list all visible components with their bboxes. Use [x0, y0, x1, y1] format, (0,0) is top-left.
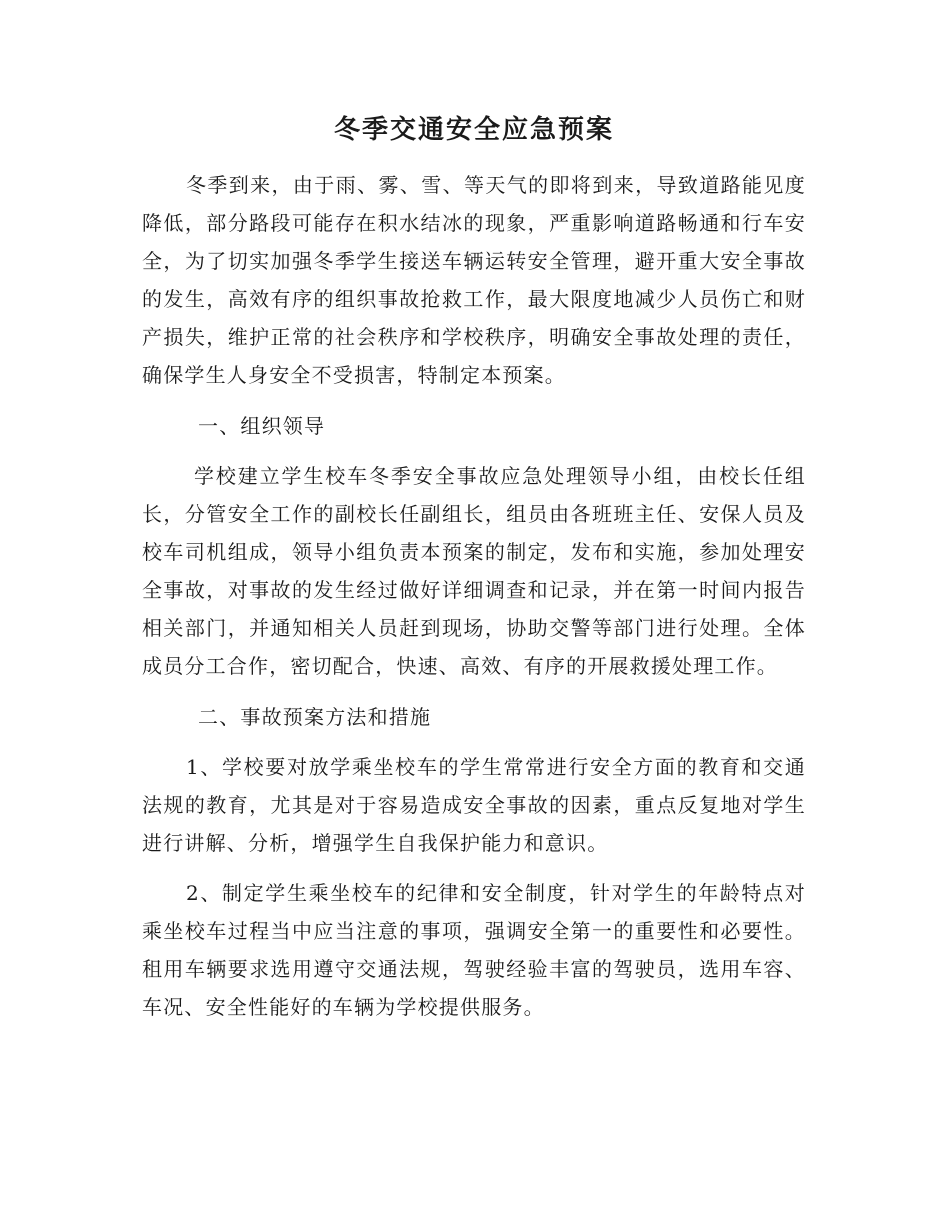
intro-paragraph: 冬季到来，由于雨、雾、雪、等天气的即将到来，导致道路能见度降低，部分路段可能存在积水结冰的现象，严重影响道路畅通和行车安全，为了切实加强冬季学生接送车辆运转安全管理，避开重大安全事故的发生，高效有序的组织事故抢救工作，最大限度地减少人员伤亡和财产损失，维护正常的社会秩序和学校秩序，明确安全事故处理的责任，确保学生人身安全不受损害，特制定本预案。 [142, 173, 806, 387]
section-1-paragraph: 学校建立学生校车冬季安全事故应急处理领导小组，由校长任组长，分管安全工作的副校长任副组长，组员由各班班主任、安保人员及校车司机组成，领导小组负责本预案的制定，发布和实施，参加处理安全事故，对事故的发生经过做好详细调查和记录，并在第一时间内报告相关部门，并通知相关人员赶到现场，协助交警等部门进行处理。全体成员分工合作，密切配合，快速、高效、有序的开展救援处理工作。 [142, 464, 806, 678]
spacer [142, 685, 806, 698]
list-item-2: 2、制定学生乘坐校车的纪律和安全制度，针对学生的年龄特点对乘坐校车过程当中应当注意的事项，强调安全第一的重要性和必要性。租用车辆要求选用遵守交通法规，驾驶经验丰富的驾驶员，选用车容、车况、安全性能好的车辆为学校提供服务。 [142, 881, 806, 1019]
list-item-1: 1、学校要对放学乘坐校车的学生常常进行安全方面的教育和交通法规的教育，尤其是对于容易造成安全事故的因素，重点反复地对学生进行讲解、分析，增强学生自我保护能力和意识。 [142, 755, 806, 855]
document-title: 冬季交通安全应急预案 [333, 115, 614, 145]
spacer [142, 394, 806, 407]
document-page [142, 108, 806, 1026]
section-2-heading: 二、事故预案方法和措施 [198, 705, 432, 729]
section-1-heading: 一、组织领导 [198, 414, 326, 438]
spacer [142, 445, 806, 457]
spacer [142, 736, 806, 748]
spacer [142, 862, 806, 874]
